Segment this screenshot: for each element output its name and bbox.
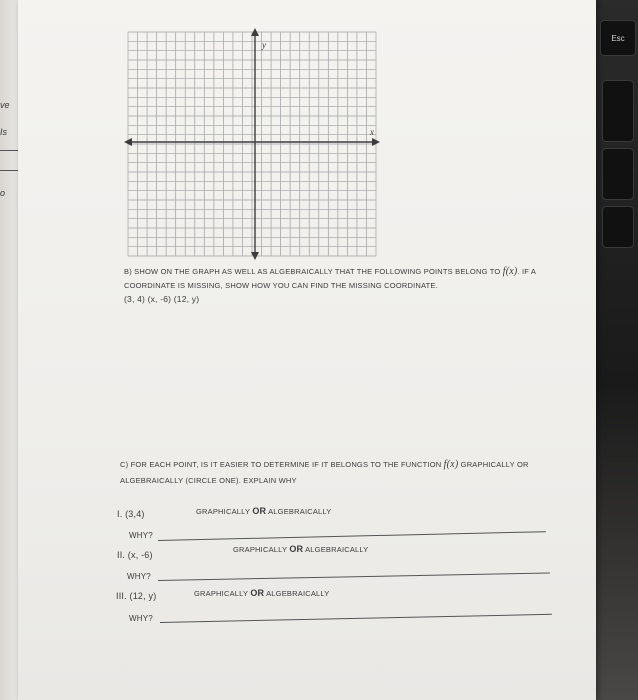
- item-3-label: III. (12, y): [116, 591, 157, 601]
- part-c-line1-text: C) FOR EACH POINT, IS IT EASIER TO DETERMINE IF IT BELONGS TO THE FUNCTION: [120, 460, 442, 469]
- option-graphically[interactable]: GRAPHICALLY: [233, 545, 288, 554]
- part-c-line1-end: GRAPHICALLY OR: [460, 460, 529, 469]
- item-2-why: WHY?: [127, 572, 151, 581]
- part-c-line1: [120, 459, 529, 470]
- option-graphically[interactable]: GRAPHICALLY: [196, 507, 251, 516]
- or-word: OR: [289, 544, 304, 554]
- or-word: OR: [250, 588, 265, 598]
- option-graphically[interactable]: GRAPHICALLY: [194, 589, 249, 598]
- item-3-options: [194, 588, 329, 598]
- esc-key-label: Esc: [611, 33, 625, 43]
- part-b-line1-text: B) SHOW ON THE GRAPH AS WELL AS ALGEBRAICALLY THAT THE FOLLOWING POINTS BELONG TO: [124, 267, 501, 276]
- left-edge-line: [0, 150, 20, 151]
- part-b-points: (3, 4) (x, -6) (12, y): [124, 294, 200, 304]
- y-axis-label: y: [262, 40, 266, 50]
- or-word: OR: [252, 506, 267, 516]
- left-fragment-2: Is: [0, 127, 8, 137]
- option-algebraically[interactable]: ALGEBRAICALLY: [266, 589, 330, 598]
- part-b-line1-end: . IF A: [517, 267, 537, 276]
- left-edge-line: [0, 170, 20, 171]
- left-fragment-1: ve: [0, 100, 10, 110]
- item-1-label: I. (3,4): [117, 509, 145, 519]
- keyboard-edge: [594, 0, 638, 700]
- key: [602, 148, 634, 200]
- esc-key: [600, 20, 636, 56]
- item-1-options: [196, 506, 331, 516]
- key: [602, 80, 634, 142]
- option-algebraically[interactable]: ALGEBRAICALLY: [305, 545, 369, 554]
- part-c-line2: ALGEBRAICALLY (CIRCLE ONE). EXPLAIN WHY: [120, 476, 297, 485]
- coordinate-grid: [124, 28, 380, 260]
- grid-lines: [128, 32, 376, 256]
- option-algebraically[interactable]: ALGEBRAICALLY: [268, 507, 332, 516]
- function-fx: f(x): [502, 266, 518, 277]
- key: [602, 206, 634, 248]
- item-3-why: WHY?: [129, 614, 153, 623]
- part-b-line2: COORDINATE IS MISSING, SHOW HOW YOU CAN FIND THE MISSING COORDINATE.: [124, 281, 438, 290]
- left-fragment-3: o: [0, 188, 6, 198]
- item-1-why: WHY?: [129, 531, 153, 540]
- item-2-label: II. (x, -6): [117, 550, 153, 560]
- item-2-options: [233, 544, 368, 554]
- function-fx: f(x): [443, 459, 459, 470]
- x-axis-label: x: [370, 127, 374, 137]
- part-b-line1: [124, 266, 536, 277]
